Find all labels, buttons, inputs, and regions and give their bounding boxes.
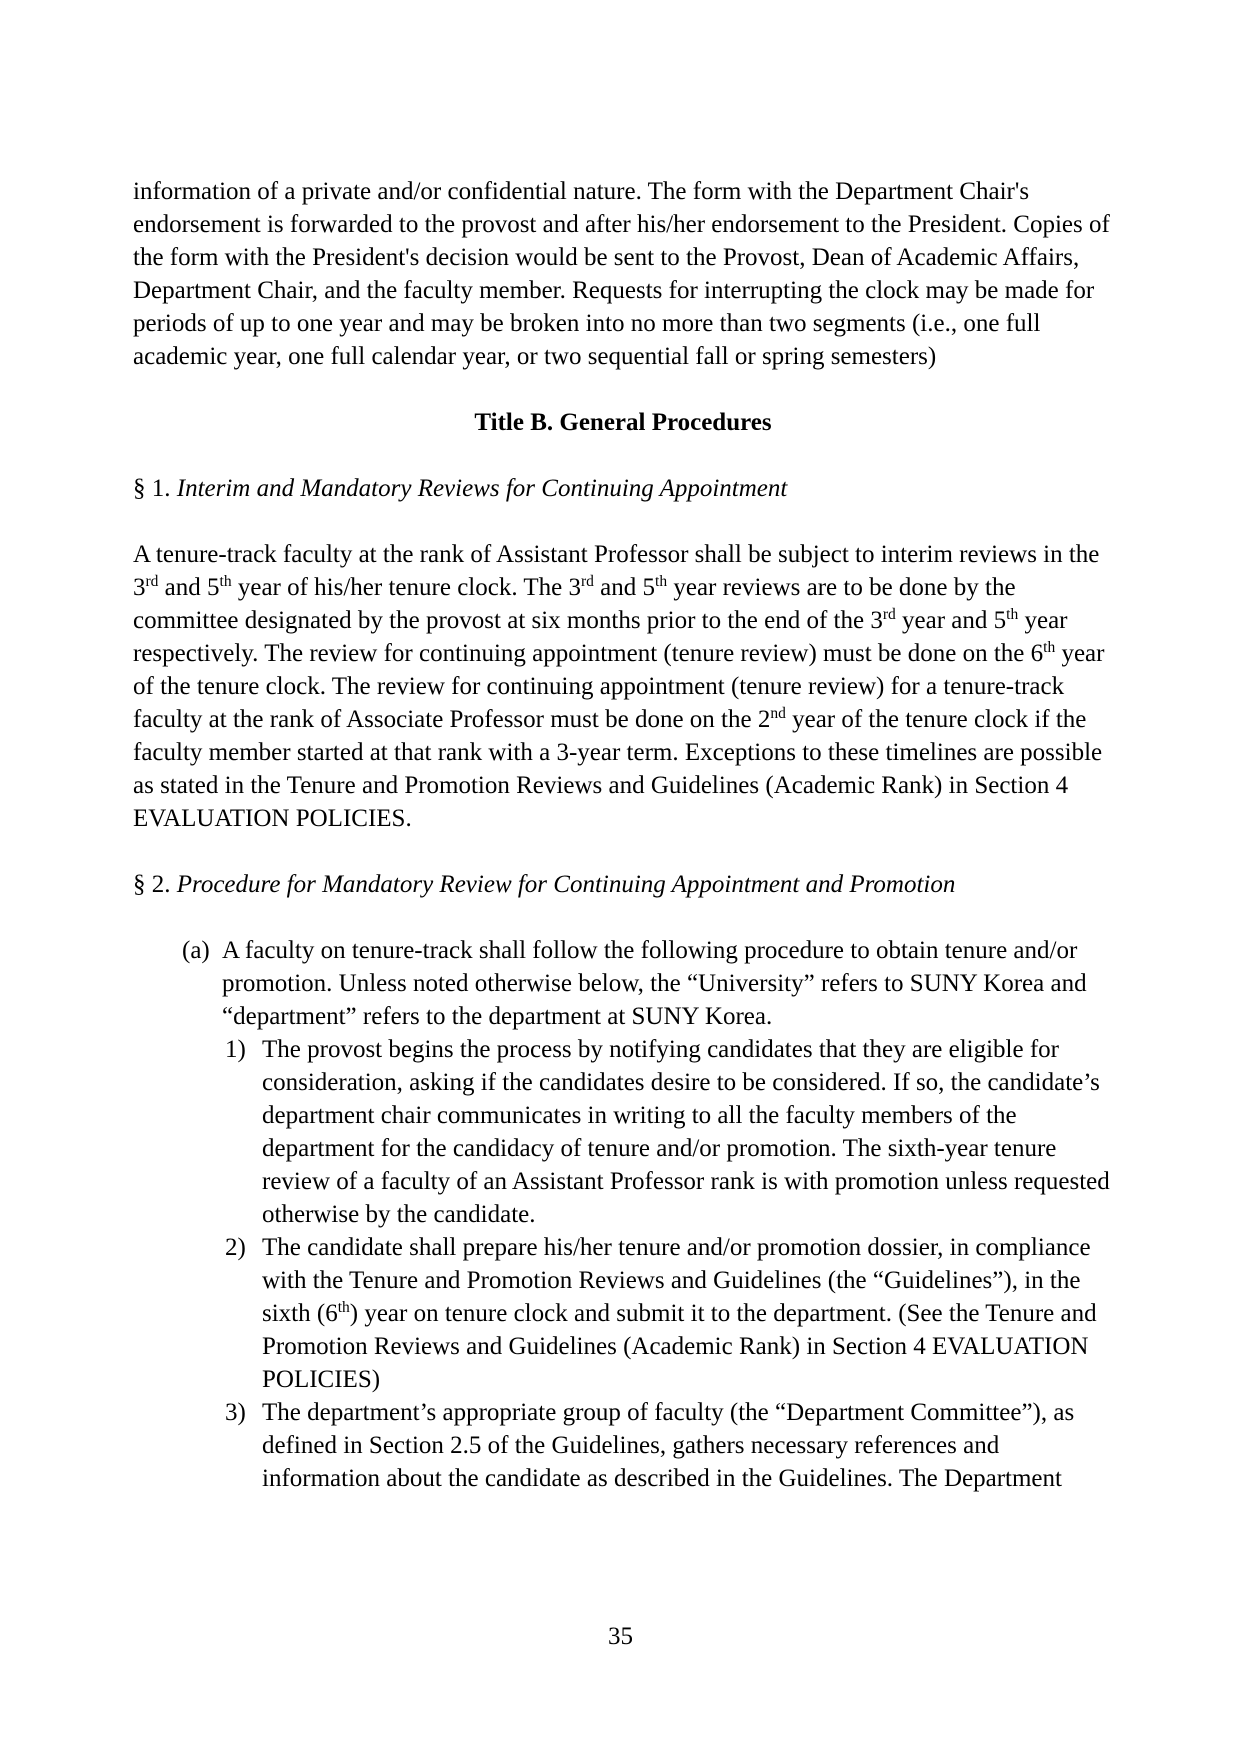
page-number: 35 bbox=[608, 1623, 633, 1650]
document-body bbox=[133, 175, 1113, 1495]
numbered-item-3-label: 3) bbox=[225, 1399, 246, 1426]
numbered-item-1-text: The provost begins the process by notifying candidates that they are eligible for consideration, asking if the candidates desire to be considered. If so, the candidate’s department chair communicates in writing to all the faculty members of the department for the candidacy of tenure and/or promotion. The sixth-year tenure review of a faculty of an Assistant Professor rank is with promotion unless requested otherwise by the candidate. bbox=[262, 1036, 1110, 1228]
numbered-item-2-text: The candidate shall prepare his/her tenure and/or promotion dossier, in compliance with the Tenure and Promotion Reviews and Guidelines (the “Guidelines”), in the sixth (6th) year on tenure clock and submit it to the department. (See the Tenure and Promotion Reviews and Guidelines (Academic Rank) in Section 4 EVALUATION POLICIES) bbox=[262, 1234, 1097, 1393]
section-1-number: § 1. bbox=[133, 475, 177, 502]
section-2-title: Procedure for Mandatory Review for Continuing Appointment and Promotion bbox=[176, 871, 956, 898]
list-item-a-label: (a) bbox=[182, 937, 210, 964]
numbered-item-3 bbox=[225, 1396, 1113, 1495]
list-item-a bbox=[182, 934, 1113, 1033]
paragraph-interim-reviews: A tenure-track faculty at the rank of Assistant Professor shall be subject to interim reviews in the 3rd and 5th year of his/her tenure clock. The 3rd and 5th year reviews are to be done by the committee designated by the provost at six months prior to the end of the 3rd year and 5th year respectively. The review for continuing appointment (tenure review) must be done on the 6th year of the tenure clock. The review for continuing appointment (tenure review) for a tenure-track faculty at the rank of Associate Professor must be done on the 2nd year of the tenure clock if the faculty member started at that rank with a 3-year term. Exceptions to these timelines are possible as stated in the Tenure and Promotion Reviews and Guidelines (Academic Rank) in Section 4 EVALUATION POLICIES. bbox=[133, 541, 1105, 832]
numbered-item-3-text: The department’s appropriate group of faculty (the “Department Committee”), as defined in Section 2.5 of the Guidelines, gathers necessary references and information about the candidate as described in the Guidelines. The Department bbox=[262, 1399, 1075, 1492]
list-item-a-text: A faculty on tenure-track shall follow the following procedure to obtain tenure and/or promotion. Unless noted otherwise below, the “University” refers to SUNY Korea and “department” refers to the department at SUNY Korea. bbox=[222, 937, 1087, 1030]
section-2-heading bbox=[133, 868, 1113, 901]
title-b-heading: Title B. General Procedures bbox=[474, 409, 772, 436]
numbered-item-1-label: 1) bbox=[225, 1036, 246, 1063]
section-1-title: Interim and Mandatory Reviews for Continuing Appointment bbox=[176, 475, 788, 502]
section-1-heading bbox=[133, 472, 1113, 505]
numbered-item-2-label: 2) bbox=[225, 1234, 246, 1261]
numbered-item-1 bbox=[225, 1033, 1113, 1231]
section-2-number: § 2. bbox=[133, 871, 177, 898]
numbered-item-2 bbox=[225, 1231, 1113, 1396]
paragraph-clock-interruption: information of a private and/or confidential nature. The form with the Department Chair's endorsement is forwarded to the provost and after his/her endorsement to the President. Copies of the form with the President's decision would be sent to the Provost, Dean of Academic Affairs, Department Chair, and the faculty member. Requests for interrupting the clock may be made for periods of up to one year and may be broken into no more than two segments (i.e., one full academic year, one full calendar year, or two sequential fall or spring semesters) bbox=[133, 178, 1110, 370]
